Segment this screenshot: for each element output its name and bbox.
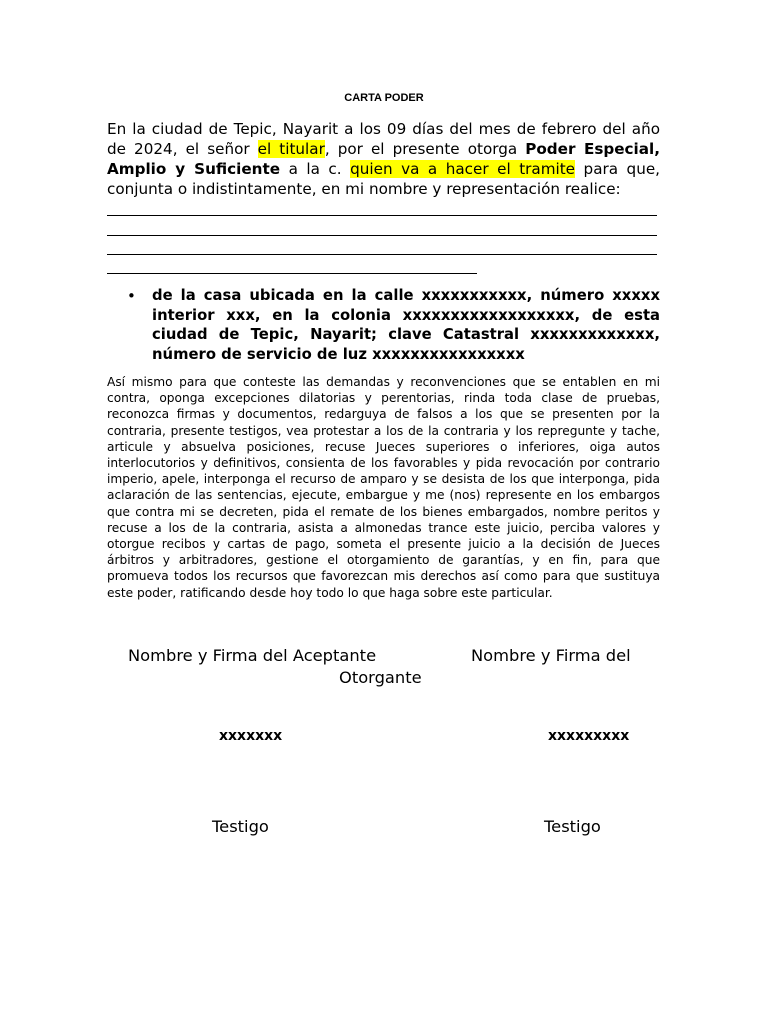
highlight-tramite: quien va a hacer el tramite: [350, 160, 576, 178]
otorgante-label-line1: Nombre y Firma del: [471, 646, 631, 665]
witness-right-label: Testigo: [544, 817, 601, 836]
aceptante-label: Nombre y Firma del Aceptante: [128, 646, 377, 665]
intro-text-1: En la ciudad de Tepic, Nayarit a los 09 días del mes de febrero del año de 2024, el señor: [107, 120, 660, 158]
blank-line-2: [107, 235, 657, 236]
otorgante-label-line2: Otorgante: [339, 668, 422, 687]
witness-left-label: Testigo: [212, 817, 269, 836]
property-bullet: [107, 286, 660, 364]
highlight-titular: el titular: [257, 140, 325, 158]
intro-paragraph: [107, 119, 660, 199]
blank-line-4: [107, 273, 477, 274]
intro-bold-power: Poder Especial, Amplio y Suficiente: [107, 140, 660, 178]
intro-text-2: , por el presente otorga: [324, 140, 526, 158]
powers-paragraph: Así mismo para que conteste las demandas y reconvenciones que se entablen en mi contra, oponga excepciones dilatorias y perentorias, rinda toda clase de pruebas, reconozca firmas y documentos, redarguya de falsos a los que se presenten por la contraria, presente testigos, vea protestar a los de la contraria y los repregunte y tache, articule y absuelva posiciones, recuse Jueces superiores o inferiores, oiga autos interlocutorios y definitivos, consienta de los favorables y pida revocación por contrario imperio, apele, interponga el recurso de amparo y se desista de los que interponga, pida aclaración de las sentencias, ejecute, embargue y me (nos) represente en los embargos que contra mi se decreten, pida el remate de los bienes embargados, nombre peritos y recuse a los de la contraria, asista a almonedas trance este juicio, perciba valores y otorgue recibos y cartas de pago, someta el presente juicio a la decisión de Jueces árbitros y arbitradores, gestione el otorgamiento de garantías, y en fin, para que promueva todos los recursos que favorezcan mis derechos así como para que sustituya este poder, ratificando desde hoy todo lo que haga sobre este particular.: [107, 375, 660, 600]
property-description: de la casa ubicada en la calle xxxxxxxxxxx, número xxxxx interior xxx, en la colonia xxxxxxxxxxxxxxxxxx, de esta ciudad de Tepic, Nayarit; clave Catastral xxxxxxxxxxxxx, número de servicio de luz xxxxxxxxxxxxxxxx: [152, 287, 660, 363]
blank-line-1: [107, 215, 657, 216]
aceptante-name: xxxxxxx: [219, 728, 283, 744]
intro-text-3: a la c.: [280, 160, 351, 178]
document-title: CARTA PODER: [344, 92, 424, 104]
bullet-dot-icon: •: [127, 287, 136, 305]
intro-text-4: para que, conjunta o indistintamente, en mi nombre y representación realice:: [107, 160, 660, 198]
blank-line-3: [107, 254, 657, 255]
otorgante-name: xxxxxxxxx: [548, 728, 630, 744]
